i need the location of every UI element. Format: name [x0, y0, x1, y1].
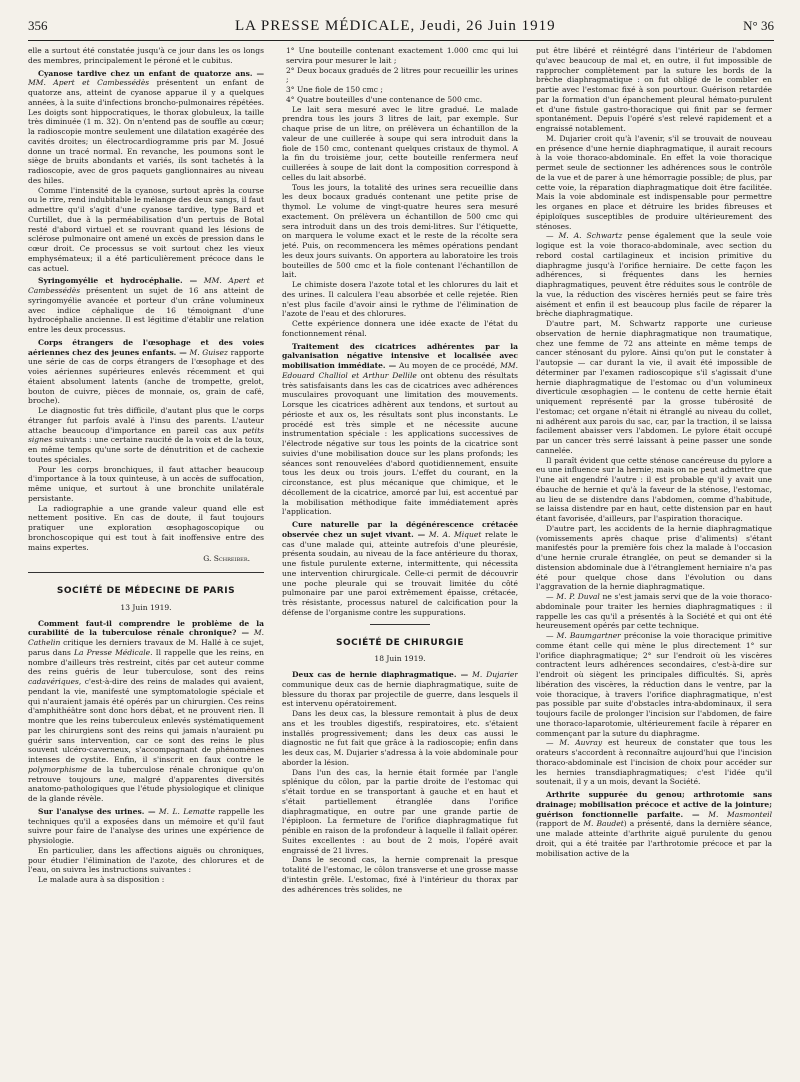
article-authors: M. Dujarier	[472, 670, 518, 679]
paragraph: Pour les corps bronchiques, il faut attacher beaucoup d'importance à la toux quinteuse, à un accès de suffocation, même unique, et surtout à une bronchite unilatérale persistante.	[28, 464, 264, 503]
article-schwartz: — M. A. Schwartz pense également que la seule voie logique est la voie thoraco-abdominale, avec section du rebord costal cartilagineux et incision primitive du diaphragme jusqu'à l'orifice herniaire. De cette façon les adhérences, si fréquentes dans les hernies diaphragmatiques, peuvent être réduites sous le contrôle de la vue, la réduction des viscères herniés peut se faire très aisément et enfin il est beaucoup plus facile de réparer la brèche diaphragmatique.	[536, 231, 772, 319]
text-run-italic: La Presse Médicale	[73, 647, 151, 657]
paragraph: M. Dujarier croit qu'à l'avenir, s'il se trouvait de nouveau en présence d'une hernie diaphragmatique, il aurait recours à la voie thoraco-abdominale. En effet la voie thoracique permet seule de sectionner les adhérences sous le contrôle de la vue et de parer à une hémorragie possible; de plus, par cette voie, la réparation diaphragmatique doit être facilitée. Mais la voie abdominale est indispensable pour permettre les organes en place et détruire les brides fibreuses et épiploïques susceptibles de produire ultérieurement des sténoses.	[536, 133, 772, 231]
paragraph: put être libéré et réintégré dans l'intérieur de l'abdomen qu'avec beaucoup de mal et, en outre, il fut impossible de rapprocher complètement par la suture les bords de la brèche diaphragmatique : on fut obligé de le combler en partie avec l'estomac fixé à son pourtour. Guérison retardée par la formation d'un épanchement pleural hémato-purulent et d'une fistule gastro-thoracique qui finit par se fermer spontanément. Depuis l'opéré s'est relevé rapidement et a engraissé notablement.	[536, 46, 772, 133]
paragraph: Le chimiste dosera l'azote total et les chlorures du lait et des urines. Il calculera l'eau absorbée et celle rejetée. Rien n'est plus facile d'avoir ainsi le rythme de l'élimination de l'azote de l'eau et des chlorures.	[282, 280, 518, 319]
article-text: communique deux cas de hernie diaphragmatique, suite de blessure du thorax par projectile de guerre, dans lesquels il est intervenu opératoirement.	[282, 679, 518, 709]
article-auvray: — M. Auvray est heureux de constater que tous les orateurs s'accordent à reconnaître aujourd'hui que l'incision thoraco-abdominale est l'incision de choix pour accéder sur les hernies transdiaphragmatiques; c'est l'idée qu'il soutenait, il y a un mois, devant la Société.	[536, 738, 772, 787]
text-run: critique les derniers travaux de M. Hallé à ce sujet, parus dans	[28, 638, 264, 657]
signature: G. Schreiber.	[203, 554, 250, 564]
article-baumgartner: — M. Baumgartner préconise la voie thoracique primitive comme étant celle qui mène le plus directement 1° sur l'orifice diaphragmatique; 2° sur l'endroit où les viscères contractent leurs adhérences secondaires, c'est-à-dire sur l'endroit où siègent les principales difficultés. Si, après libération des viscères, la réduction dans le ventre, par la voie thoracique, à travers l'orifice diaphragmatique, n'est pas possible par suite d'obstacles intra-abdominaux, il sera toujours facile de prolonger l'incision sur l'abdomen, de faire une thoraco-laparotomie, ultérieurement facile à réparer en commençant par la suture du diaphragme.	[536, 631, 772, 738]
column-3	[536, 46, 772, 1072]
section-heading: SOCIÉTÉ DE CHIRURGIE	[336, 637, 464, 648]
article-text: ne s'est jamais servi que de la voie thoraco-abdominale pour traiter les hernies diaphragmatiques : il rappelle les cas qu'il a présentés à la Société et qui ont été heureusement opérés par cette technique.	[536, 592, 772, 631]
article-cyanose	[28, 69, 264, 186]
paragraph: En particulier, dans les affections aiguës ou chroniques, pour étudier l'élimination de l'azote, des chlorures et de l'eau, on suivra les instructions suivantes :	[28, 845, 264, 875]
article-authors: M. A. Schwartz	[558, 231, 623, 241]
journal-title: LA PRESSE MÉDICALE, Jeudi, 26 Juin 1919	[234, 17, 556, 34]
divider	[28, 572, 264, 573]
article-urines	[28, 807, 264, 846]
text-run: Au moyen de ce procédé,	[396, 361, 501, 370]
page-number: 356	[28, 18, 48, 33]
article-text: ont obtenu des résultats très satisfaisants dans les cas de cicatrices avec adhérences musculaires provoquant une limitation des mouvements. Lorsque les cicatrices adhèrent aux tendons, et surtout au périoste et aux os, les résultats sont plus inconstants. Le procédé est très simple et ne nécessite aucune instrumentation spéciale : les applications successives de l'électrode négative sur tous les points de la cicatrice sont suivies d'une mobilisation douce sur les plans profonds; les séances sont renouvelées d'abord quotidiennement, ensuite tous les deux ou trois jours. L'effet du courant, en la circonstance, est plus mécanique que chimique, et le décollement de la cicatrice, amorcé par lui, est accentué par la mobilisation méthodique faite immédiatement après l'application.	[282, 370, 518, 517]
text-run-italic: une	[108, 774, 124, 784]
section-heading: SOCIÉTÉ DE MÉDECINE DE PARIS	[56, 586, 236, 596]
article-text: présentent un enfant de quatorze ans, atteint de cyanose apparue il y a quelques années, à la suite d'infections broncho-pulmonaires répétées. Les doigts sont hippocratiques, le thorax globuleux, la taille très diminuée (1 m. 32). On n'entend pas de souffle au cœur; la radioscopie montre seulement une dilatation exagérée des cavités droites; un électrocardiogramme pris par M. Josué donne un tracé normal. En revanche, les poumons sont le siège de bruits abondants et variés, ils sont tachetés à la radioscopie, avec de gros paquets ganglionnaires au niveau des hiles.	[28, 78, 264, 185]
paragraph: elle a surtout été constatée jusqu'à ce jour dans les os longs des membres, principalement le péroné et le cubitus.	[28, 46, 264, 65]
column-2	[282, 46, 518, 1072]
paragraph: D'autre part, M. Schwartz rapporte une curieuse observation de hernie diaphragmatique non traumatique, chez une femme de 72 ans atteinte en même temps de cancer sténosant du pylore. Ainsi qu'on put le constater à l'autopsie — car durant la vie, il avait été impossible de déterminer par l'examen radioscopique s'il s'agissait d'une hernie diaphragmatique de l'estomac ou d'un volumineux diverticule œsophagien — le contenu de cette hernie était uniquement représenté par la grosse tubérosité de l'estomac; cet organe n'était ni étranglé au niveau du collet, ni adhérent aux parois du sac, car, par la traction, il se laissa facilement abaisser vers l'abdomen. Le pylore était occupé par un cancer très serré laissant à peine passer une sonde cannelée.	[536, 319, 772, 455]
list	[282, 46, 518, 105]
text-run-italic: petits signes	[28, 425, 264, 445]
paragraph: Le malade aura à sa disposition :	[38, 875, 165, 884]
article-authors: MM. Apert et Cambessédès	[28, 276, 264, 295]
article-title: Traitement des cicatrices adhérentes par la galvanisation négative intensive et localisée avec mobilisation immédiate. —	[282, 341, 518, 370]
article-text: rappelle les techniques qu'il a exposées dans un mémoire et qu'il faut suivre pour faire de l'analyse des urines une expérience de physiologie.	[28, 806, 264, 845]
list-item: 3° Une fiole de 150 cmc ;	[286, 85, 383, 94]
list-item: 1° Une bouteille contenant exactement 1.000 cmc qui lui servira pour mesurer le lait ;	[286, 46, 518, 65]
article-text: ) a présenté, dans la dernière séance, une malade atteinte d'arthrite aiguë purulente du genou droit, qui a été traitée par l'arthrotomie précoce et par la mobilisation active de la	[536, 819, 772, 858]
text-run: suivants : une certaine raucité de la voix et de la toux, en même temps qu'une sorte de dénutrition et de cachexie toutes spéciales.	[28, 435, 264, 464]
text-run: de la tuberculose rénale chronique qu'on retrouve toujours	[28, 764, 264, 784]
article-authors: M. Auvray	[559, 738, 603, 748]
paragraph: Dans l'un des cas, la hernie était formée par l'angle splénique du côlon, par la partie droite de l'estomac qui s'était tordue en se transportant à gauche et en haut et s'était partiellement étranglée dans l'orifice diaphragmatique, en outre par une grande partie de l'épiploon. La fermeture de l'orifice diaphragmatique fut pénible en raison de la profondeur à laquelle il fallait opérer. Suites excellentes : au bout de 2 mois, l'opéré avait engraissé de 21 livres.	[282, 767, 518, 855]
article-title: Arthrite suppurée du genou; arthrotomie sans drainage; mobilisation précoce et active de la jointure; guérison fonctionnelle parfaite. —	[536, 790, 772, 819]
paragraph: Cette expérience donnera une idée exacte de l'état du fonctionnement rénal.	[282, 319, 518, 338]
article-authors: M. Masmonteil	[708, 809, 772, 819]
text-run: , c'est-à-dire des reins de malades qui avaient, pendant la vie, manifesté une symptomatologie spéciale et qui n'auraient jamais été opérés par un chirurgien. Ces reins d'amphithéâtre sont donc hors débat, et ne prouvent rien. Il montre que les reins tuberculeux enlevés systématiquement par les chirurgiens sont des reins qui jamais n'auraient pu guérir sans intervention, car ce sont des reins le plus souvent ulcéro-caverneux, s'accompagnant de phénomènes intenses de cystite. Enfin, il s'inscrit en faux contre le	[28, 677, 264, 764]
article-authors: M. A. Miquet	[428, 529, 482, 539]
text-run: , malgré d'apparentes diversités anatomo-pathologiques que l'étude physiologique et clinique de la glande révèle.	[28, 774, 264, 803]
text-run: Le diagnostic fut très difficile, d'autant plus que le corps étranger fut parfois avalé à l'insu des parents. L'auteur attache beaucoup d'importance en pareil cas aux	[28, 406, 264, 435]
list-item: 4° Quatre bouteilles d'une contenance de 500 cmc.	[286, 94, 483, 104]
article-syringomyelie	[28, 276, 264, 335]
article-authors: M. Guisez	[189, 347, 228, 357]
article-corps-etrangers	[28, 338, 264, 406]
article-text: rapporte une série de cas de corps étrangers de l'œsophage et des voies aériennes supérieures enlevés récemment et qui étaient absolument latents (anche de trompette, grelot, bouton de cuivre, pièces de monnaie, os, grain de café, broche).	[28, 347, 264, 406]
divider	[370, 624, 430, 625]
article-authors: MM. Apert et Cambessédès	[28, 78, 150, 88]
article-text: préconise la voie thoracique primitive comme étant celle qui mène le plus directement 1° sur l'orifice diaphragmatique; 2° sur l'endroit où les viscères contractent leurs adhérences secondaires, c'est-à-dire sur l'endroit où siègent les principales difficultés. Si, après libération des viscères, la réduction dans le ventre, par la voie thoracique, à travers l'orifice diaphragmatique, n'est pas possible par suite d'obstacles intra-abdominaux, il sera toujours facile de prolonger l'incision sur l'abdomen, de faire une thoraco-laparotomie, ultérieurement facile à réparer en commençant par la suture du diaphragme.	[536, 631, 772, 738]
issue-number: N° 36	[743, 18, 774, 33]
paragraph: Il paraît évident que cette sténose cancéreuse du pylore a eu une influence sur la hernie; mais on ne peut admettre que l'une ait engendré l'autre : il est probable qu'il y avait une ébauche de hernie et qu'à la faveur de la sténose, l'estomac, au lieu de se distendre dans l'abdomen, comme d'habitude, se laissa distendre par en haut, cette distension par en haut étant favorisée, d'ailleurs, par l'aspiration thoracique.	[536, 455, 772, 523]
column-1	[28, 46, 264, 1072]
paragraph: La radiographie a une grande valeur quand elle est nettement positive. En cas de doute, il faut toujours pratiquer une exploration œsophagoscopique ou bronchoscopique qui est tout à fait inoffensive entre des mains expertes.	[28, 503, 264, 552]
article-title: Sur l'analyse des urines. —	[38, 806, 156, 816]
text-run: (rapport de	[536, 819, 584, 829]
paragraph: Comme l'intensité de la cyanose, surtout après la course ou le rire, rend indubitable le mélange des deux sangs, il faut admettre qu'il s'agit d'une cyanose tardive, type Bard et Curtillet, due à la perméabilisation d'un pertuis de Botal resté d'abord virtuel et se rouvrant quand les lésions de sclérose pulmonaire ont amené un excès de pression dans le cœur droit. Ce processus se voit surtout chez les vieux emphysémateux; il a été particulièrement précoce dans le cas actuel.	[28, 185, 264, 273]
article-title: Syringomyélie et hydrocéphalie. —	[38, 276, 198, 286]
paragraph: Dans le second cas, la hernie comprenait la presque totalité de l'estomac, le côlon transverse et une grosse masse d'intestin grêle. L'estomac, fixé à l'intérieur du thorax par des adhérences très solides, ne	[282, 855, 518, 894]
text-run: . Il rappelle que les reins, en nombre d'ailleurs très restreint, cités par cet auteur comme des reins guéris de leur tuberculose, sont des reins	[28, 647, 264, 677]
article-cure	[282, 520, 518, 618]
article-duval: — M. P. Duval ne s'est jamais servi que de la voie thoraco-abdominale pour traiter les hernies diaphragmatiques : il rappelle les cas qu'il a présentés à la Société et qui ont été heureusement opérés par cette technique.	[536, 592, 772, 631]
article-authors: M. Baumgartner	[556, 631, 621, 640]
article-cicatrices	[282, 342, 518, 518]
paragraph: Tous les jours, la totalité des urines sera recueillie dans les deux bocaux gradués contenant une petite prise de thymol. Le volume de vingt-quatre heures sera mesuré exactement. On prélèvera un échantillon de 500 cmc qui sera introduit dans un des trois demi-litres. Sur l'étiquette, on marquera le volume exact et le reste de la récolte sera jeté. Puis, on recommencera les mêmes opérations pendant les deux jours suivants. On apportera au laboratoire les trois bouteilles de 500 cmc et la fiole contenant l'échantillon de lait.	[282, 182, 518, 280]
text-run-italic: polymorphisme	[28, 764, 87, 774]
article-authors: M. Cathelin	[28, 628, 264, 647]
article-title: Comment faut-il comprendre le problème de la curabilité de la tuberculose rénale chronique? —	[28, 618, 264, 638]
paragraph: Le lait sera mesuré avec le litre gradué. Le malade prendra tous les jours 3 litres de lait, par exemple. Sur chaque prise de un litre, on prélèvera un échantillon de la valeur de une cuillerée à soupe qui sera introduit dans la fiole de 150 cmc, contenant quelques cristaux de thymol. A la fin du troisième jour, cette bouteille renfermera neuf cuillerées à soupe de lait dont la composition correspond à celles du lait absorbé.	[282, 104, 518, 182]
paragraph	[28, 406, 264, 465]
paragraph: Dans les deux cas, la blessure remontait à plus de deux ans et les troubles digestifs, respiratoires, etc. s'étaient installés progressivement; dans les deux cas aussi le diagnostic ne fut fait que grâce à la radioscopie; enfin dans les deux cas, M. Dujarier s'adressa à la voie abdominale pour aborder la lésion.	[282, 709, 518, 767]
article-title: Corps étrangers de l'œsophage et des voies aériennes chez des jeunes enfants. —	[28, 337, 264, 357]
article-text: pense également que la seule voie logique est la voie thoraco-abdominale, avec section du rebord costal cartilagineux et incision primitive du diaphragme jusqu'à l'orifice herniaire. De cette façon les adhérences, si fréquentes dans les hernies diaphragmatiques, peuvent être réduites sous le contrôle de la vue, la réduction des viscères herniés peut se faire très aisément et enfin il est beaucoup plus facile de réparer la brèche diaphragmatique.	[536, 231, 772, 319]
article-title: Deux cas de hernie diaphragmatique. —	[292, 670, 469, 679]
article-title: Cyanose tardive chez un enfant de quatorze ans. —	[38, 68, 264, 78]
article-tuberculose	[28, 619, 264, 804]
article-text: est heureux de constater que tous les orateurs s'accordent à reconnaître aujourd'hui que l'incision thoraco-abdominale est l'incision de choix pour accéder sur les hernies transdiaphragmatiques; c'est l'idée qu'il soutenait, il y a un mois, devant la Société.	[536, 738, 772, 787]
article-title: Cure naturelle par la dégénérescence crétacée observée chez un sujet vivant. —	[282, 520, 518, 539]
article-authors: M. L. Lematte	[158, 806, 215, 816]
text-run-italic: M. Baudet	[583, 819, 624, 829]
section-date: 13 Juin 1919.	[120, 602, 172, 612]
article-authors: MM. Edouard Challiol et Arthur Dellile	[282, 361, 518, 380]
article-text: présentent un sujet de 16 ans atteint de syringomyélie avancée et porteur d'un crâne volumineux avec indice céphalique de 16 témoignant d'une hydrocéphalie ancienne. Il est légitime d'établir une relation entre les deux processus.	[28, 286, 264, 334]
article-text: relate le cas d'une malade qui, atteinte autrefois d'une pleurésie, présenta soudain, au niveau de la face antérieure du thorax, une fistule purulente externe, intermittente, qui nécessita une intervention chirurgicale. Celle-ci permit de découvrir une poche pleurale qui se trouvait limitée du côté pulmonaire par une paroi extrêmement épaisse, crétacée, très résistante, processus naturel de calcification pour la défense de l'organisme contre les suppurations.	[282, 529, 518, 617]
article-hernie	[282, 670, 518, 709]
article-authors: M. P. Duval	[556, 592, 600, 601]
paragraph: D'autre part, les accidents de la hernie diaphragmatique (vomissements après chaque prise d'aliments) s'étant manifestés pour la première fois chez la malade à l'occasion d'une hernie crurale étranglée, on peut se demander si la distension abdominale due à l'étranglement herniaire n'a pas été pour quelque chose dans l'évolution ou dans l'aggravation de la hernie diaphragmatique.	[536, 523, 772, 592]
page-header	[28, 12, 774, 41]
list-item: 2° Deux bocaux gradués de 2 litres pour recueillir les urines ;	[286, 65, 518, 85]
text-run-italic: cadavériques	[28, 677, 79, 686]
section-date: 18 Juin 1919.	[374, 654, 426, 664]
article-arthrite	[536, 790, 772, 858]
